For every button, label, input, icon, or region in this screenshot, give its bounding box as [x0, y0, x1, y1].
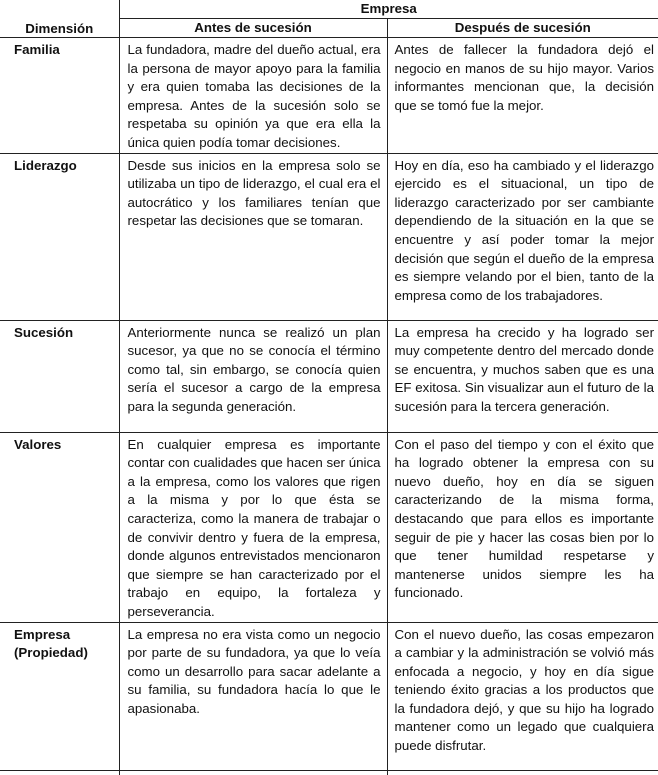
- after-cell: Hoy en día, eso ha cambiado y el liderazgo ejercido es el situacional, un tipo de liderazgo caracterizado por ser cambiante dependiendo de la situación en la que se encuentre y así poder tomar la mejor decisión que según el dueño de la empresa es siempre velando por el bien, tanto de la empresa como de los trabajadores.: [387, 153, 658, 320]
- before-succession-header: Antes de sucesión: [119, 19, 387, 38]
- table-row-sucesion: [0, 320, 658, 432]
- before-cell: Anteriormente nunca se realizó un plan sucesor, ya que no se conocía el término como tal, sin embargo, se conocía quien sería el sucesor a cargo de la empresa para la segunda generación.: [119, 320, 387, 432]
- after-cell: Con el paso del tiempo y con el éxito que ha logrado obtener la empresa con su nuevo dueño, hoy en día se siguen caracterizando de la misma forma, destacando que para ellos es importante seguir de pie y hacer las cosas bien por lo que tener humildad respetarse y mantenerse unidos siempre les ha funcionado.: [387, 432, 658, 622]
- before-cell: Desde sus inicios en la empresa solo se utilizaba un tipo de liderazgo, el cual era el autocrático y los familiares tenían que respetar las decisiones que se tomaran.: [119, 153, 387, 320]
- dimension-label: Valores: [0, 432, 119, 622]
- dimension-label: Liderazgo: [0, 153, 119, 320]
- dimension-label: Empresa (Propiedad): [0, 622, 119, 770]
- after-cell: Antes de fallecer la fundadora dejó el negocio en manos de su hijo mayor. Varios informantes mencionan que, la decisión que se tomó fue la mejor.: [387, 38, 658, 154]
- after-cell: La empresa ha crecido y ha logrado ser muy competente dentro del mercado donde se encuentra, y muchos saben que es una EF exitosa. Sin visualizar aun el futuro de la sucesión para la tercera generación.: [387, 320, 658, 432]
- table-row-empresa: [0, 622, 658, 770]
- dimension-label: Sucesión: [0, 320, 119, 432]
- before-cell: En cualquier empresa es importante contar con cualidades que hacen ser única a la empresa, como los valores que rigen a la misma y por lo que ésta se caracteriza, como la manera de trabajar o de convivir dentro y fuera de la empresa, donde algunos entrevistados mencionaron que siempre se han caracterizado por el trabajo en equipo, la fortaleza y perseverancia.: [119, 432, 387, 622]
- dimension-label: Familia: [0, 38, 119, 154]
- table-bottom-edge: [0, 770, 658, 775]
- table-row-liderazgo: [0, 153, 658, 320]
- before-cell: La fundadora, madre del dueño actual, era la persona de mayor apoyo para la familia y era quien tomaba las decisiones de la empresa. Antes de la sucesión solo se respetaba su opinión ya que era ella la única quien podía tomar decisiones.: [119, 38, 387, 154]
- after-succession-header: Después de sucesión: [387, 19, 658, 38]
- company-column-header: Empresa: [119, 0, 658, 19]
- table-row-familia: [0, 38, 658, 154]
- before-cell: La empresa no era vista como un negocio por parte de su fundadora, ya que lo veía como un desarrollo para sacar adelante a su familia, su fundadora hacía lo que le apasionaba.: [119, 622, 387, 770]
- after-cell: Con el nuevo dueño, las cosas empezaron a cambiar y la administración se volvió más enfocada a negocio, y hoy en día sigue teniendo éxito gracias a los productos que la fundadora dejó, y que su hijo ha logrado mantener como un legado que cualquiera puede disfrutar.: [387, 622, 658, 770]
- dimension-column-header: Dimensión: [0, 0, 119, 38]
- table-row-valores: [0, 432, 658, 622]
